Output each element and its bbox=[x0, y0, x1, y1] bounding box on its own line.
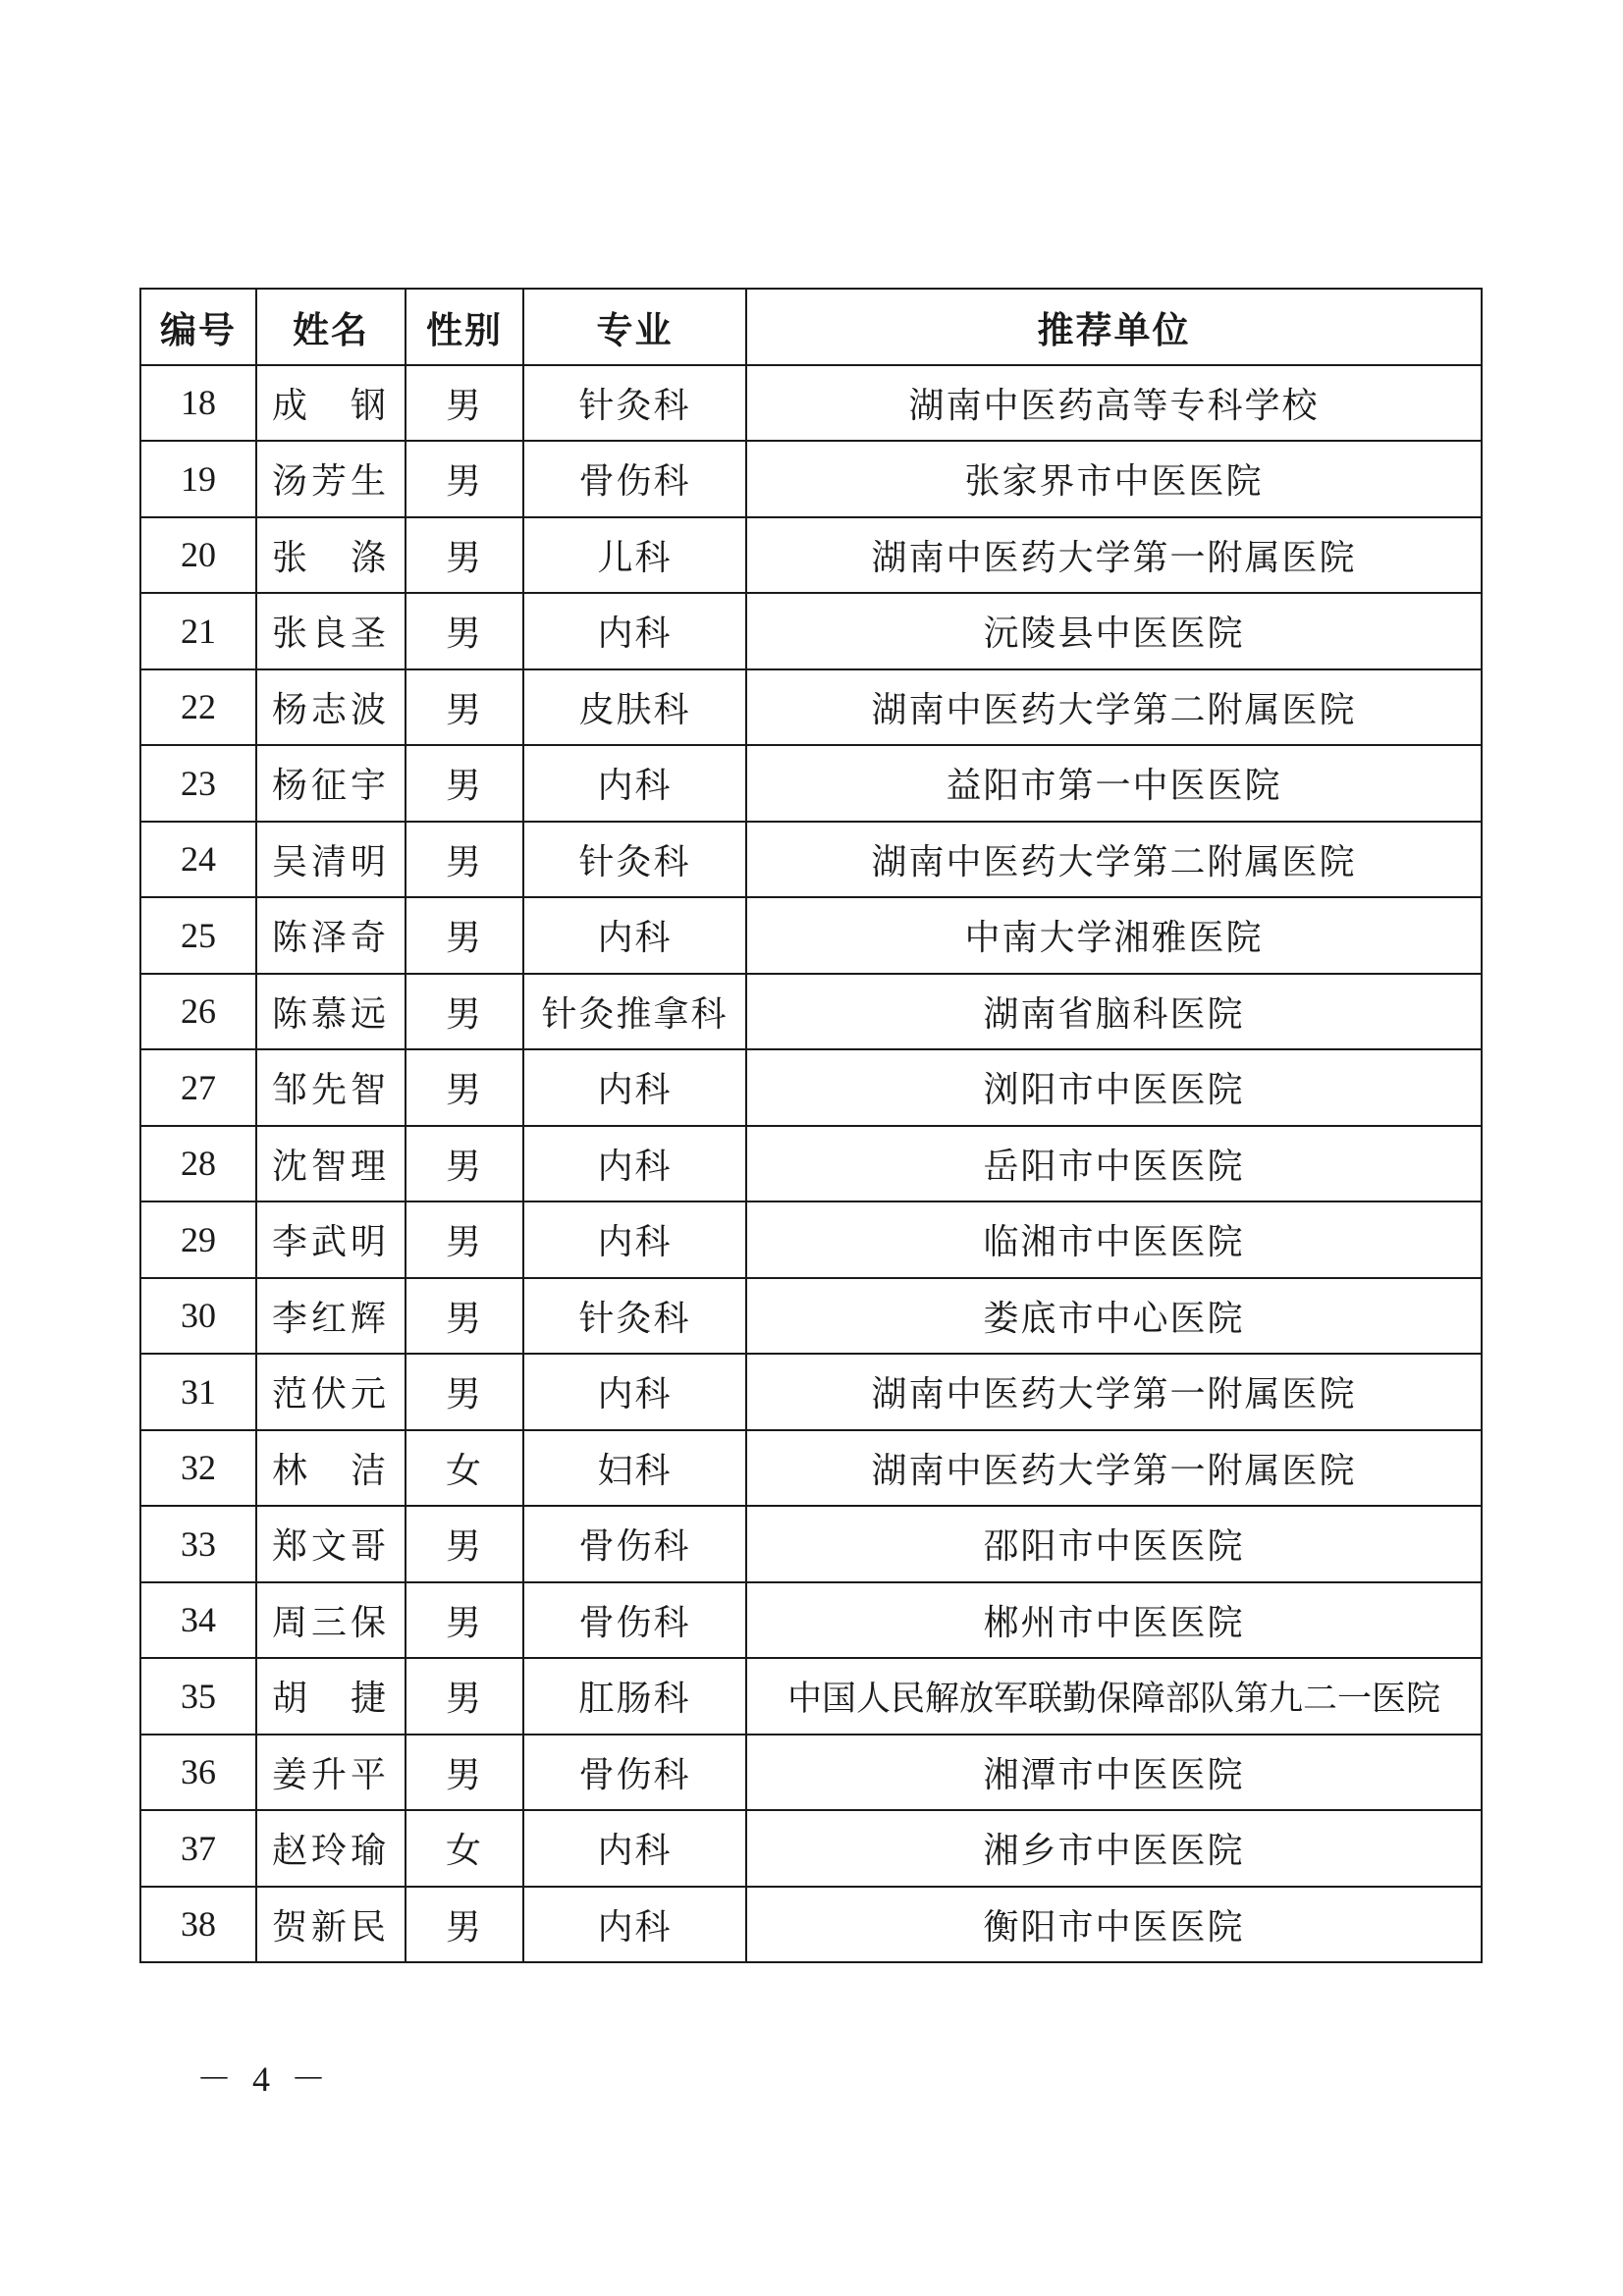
table-row bbox=[140, 1582, 1482, 1659]
cell-recommending-unit: 浏阳市中医医院 bbox=[746, 1049, 1482, 1126]
cell-name: 汤芳生 bbox=[256, 441, 406, 517]
cell-specialty: 骨伤科 bbox=[523, 1582, 746, 1659]
header-recommending-unit: 推荐单位 bbox=[746, 289, 1482, 365]
cell-gender: 男 bbox=[406, 1049, 523, 1126]
table-row bbox=[140, 1658, 1482, 1735]
cell-name: 胡 捷 bbox=[256, 1658, 406, 1735]
cell-number: 23 bbox=[140, 745, 256, 822]
cell-gender: 男 bbox=[406, 1658, 523, 1735]
cell-gender: 男 bbox=[406, 1278, 523, 1355]
cell-specialty: 肛肠科 bbox=[523, 1658, 746, 1735]
cell-recommending-unit: 湖南中医药大学第二附属医院 bbox=[746, 822, 1482, 898]
cell-name: 姜升平 bbox=[256, 1735, 406, 1811]
cell-recommending-unit: 沅陵县中医医院 bbox=[746, 593, 1482, 669]
cell-recommending-unit: 湖南中医药大学第一附属医院 bbox=[746, 517, 1482, 594]
cell-recommending-unit: 中国人民解放军联勤保障部队第九二一医院 bbox=[746, 1658, 1482, 1735]
cell-recommending-unit: 张家界市中医医院 bbox=[746, 441, 1482, 517]
cell-number: 36 bbox=[140, 1735, 256, 1811]
cell-name: 张 涤 bbox=[256, 517, 406, 594]
cell-name: 张良圣 bbox=[256, 593, 406, 669]
cell-recommending-unit: 岳阳市中医医院 bbox=[746, 1126, 1482, 1202]
cell-name: 沈智理 bbox=[256, 1126, 406, 1202]
cell-number: 34 bbox=[140, 1582, 256, 1659]
cell-number: 33 bbox=[140, 1506, 256, 1582]
cell-name: 陈慕远 bbox=[256, 974, 406, 1050]
cell-recommending-unit: 中南大学湘雅医院 bbox=[746, 897, 1482, 974]
cell-specialty: 内科 bbox=[523, 1810, 746, 1887]
cell-specialty: 内科 bbox=[523, 1354, 746, 1430]
cell-number: 32 bbox=[140, 1430, 256, 1507]
table-row bbox=[140, 1278, 1482, 1355]
cell-gender: 男 bbox=[406, 365, 523, 442]
cell-name: 杨征宇 bbox=[256, 745, 406, 822]
cell-name: 范伏元 bbox=[256, 1354, 406, 1430]
cell-name: 杨志波 bbox=[256, 669, 406, 746]
cell-number: 18 bbox=[140, 365, 256, 442]
cell-recommending-unit: 益阳市第一中医医院 bbox=[746, 745, 1482, 822]
cell-gender: 女 bbox=[406, 1430, 523, 1507]
cell-number: 31 bbox=[140, 1354, 256, 1430]
cell-recommending-unit: 湖南中医药大学第一附属医院 bbox=[746, 1430, 1482, 1507]
cell-specialty: 内科 bbox=[523, 897, 746, 974]
cell-number: 24 bbox=[140, 822, 256, 898]
cell-gender: 男 bbox=[406, 974, 523, 1050]
table-row bbox=[140, 517, 1482, 594]
cell-name: 郑文哥 bbox=[256, 1506, 406, 1582]
cell-recommending-unit: 湘潭市中医医院 bbox=[746, 1735, 1482, 1811]
cell-name: 成 钢 bbox=[256, 365, 406, 442]
cell-specialty: 内科 bbox=[523, 1126, 746, 1202]
cell-specialty: 内科 bbox=[523, 593, 746, 669]
cell-specialty: 皮肤科 bbox=[523, 669, 746, 746]
cell-name: 陈泽奇 bbox=[256, 897, 406, 974]
cell-gender: 男 bbox=[406, 822, 523, 898]
header-gender: 性别 bbox=[406, 289, 523, 365]
cell-number: 26 bbox=[140, 974, 256, 1050]
cell-gender: 女 bbox=[406, 1810, 523, 1887]
cell-specialty: 针灸科 bbox=[523, 365, 746, 442]
table-row bbox=[140, 1126, 1482, 1202]
cell-gender: 男 bbox=[406, 1887, 523, 1963]
cell-number: 38 bbox=[140, 1887, 256, 1963]
table-row bbox=[140, 669, 1482, 746]
cell-number: 19 bbox=[140, 441, 256, 517]
cell-recommending-unit: 郴州市中医医院 bbox=[746, 1582, 1482, 1659]
cell-number: 20 bbox=[140, 517, 256, 594]
cell-number: 21 bbox=[140, 593, 256, 669]
table-row bbox=[140, 974, 1482, 1050]
cell-number: 27 bbox=[140, 1049, 256, 1126]
recommendation-table bbox=[139, 288, 1483, 1963]
table-row bbox=[140, 1506, 1482, 1582]
cell-specialty: 骨伤科 bbox=[523, 1735, 746, 1811]
cell-gender: 男 bbox=[406, 897, 523, 974]
table-row bbox=[140, 593, 1482, 669]
table-row bbox=[140, 1735, 1482, 1811]
cell-recommending-unit: 邵阳市中医医院 bbox=[746, 1506, 1482, 1582]
cell-specialty: 针灸科 bbox=[523, 1278, 746, 1355]
cell-specialty: 内科 bbox=[523, 1201, 746, 1278]
cell-gender: 男 bbox=[406, 441, 523, 517]
cell-recommending-unit: 湖南中医药大学第一附属医院 bbox=[746, 1354, 1482, 1430]
cell-recommending-unit: 湖南省脑科医院 bbox=[746, 974, 1482, 1050]
table-row bbox=[140, 745, 1482, 822]
table-row bbox=[140, 1887, 1482, 1963]
cell-specialty: 内科 bbox=[523, 745, 746, 822]
header-name: 姓名 bbox=[256, 289, 406, 365]
cell-name: 周三保 bbox=[256, 1582, 406, 1659]
cell-number: 30 bbox=[140, 1278, 256, 1355]
cell-specialty: 儿科 bbox=[523, 517, 746, 594]
table-row bbox=[140, 1354, 1482, 1430]
cell-name: 李红辉 bbox=[256, 1278, 406, 1355]
cell-recommending-unit: 湖南中医药大学第二附属医院 bbox=[746, 669, 1482, 746]
cell-name: 贺新民 bbox=[256, 1887, 406, 1963]
table-row bbox=[140, 1430, 1482, 1507]
cell-name: 李武明 bbox=[256, 1201, 406, 1278]
cell-specialty: 妇科 bbox=[523, 1430, 746, 1507]
cell-specialty: 骨伤科 bbox=[523, 1506, 746, 1582]
cell-number: 29 bbox=[140, 1201, 256, 1278]
cell-gender: 男 bbox=[406, 1354, 523, 1430]
cell-specialty: 骨伤科 bbox=[523, 441, 746, 517]
cell-gender: 男 bbox=[406, 1126, 523, 1202]
cell-specialty: 针灸推拿科 bbox=[523, 974, 746, 1050]
table-body bbox=[140, 365, 1482, 1963]
cell-gender: 男 bbox=[406, 517, 523, 594]
cell-name: 赵玲瑜 bbox=[256, 1810, 406, 1887]
cell-number: 28 bbox=[140, 1126, 256, 1202]
cell-gender: 男 bbox=[406, 1201, 523, 1278]
table-row bbox=[140, 365, 1482, 442]
cell-recommending-unit: 临湘市中医医院 bbox=[746, 1201, 1482, 1278]
cell-gender: 男 bbox=[406, 1582, 523, 1659]
cell-specialty: 内科 bbox=[523, 1049, 746, 1126]
cell-specialty: 针灸科 bbox=[523, 822, 746, 898]
page-number: － 4 － bbox=[196, 2059, 333, 2099]
cell-gender: 男 bbox=[406, 593, 523, 669]
cell-number: 37 bbox=[140, 1810, 256, 1887]
cell-number: 22 bbox=[140, 669, 256, 746]
cell-recommending-unit: 湖南中医药高等专科学校 bbox=[746, 365, 1482, 442]
cell-specialty: 内科 bbox=[523, 1887, 746, 1963]
cell-number: 25 bbox=[140, 897, 256, 974]
cell-name: 吴清明 bbox=[256, 822, 406, 898]
table-row bbox=[140, 897, 1482, 974]
cell-gender: 男 bbox=[406, 1735, 523, 1811]
cell-recommending-unit: 湘乡市中医医院 bbox=[746, 1810, 1482, 1887]
cell-recommending-unit: 衡阳市中医医院 bbox=[746, 1887, 1482, 1963]
cell-gender: 男 bbox=[406, 1506, 523, 1582]
cell-recommending-unit: 娄底市中心医院 bbox=[746, 1278, 1482, 1355]
cell-name: 邹先智 bbox=[256, 1049, 406, 1126]
table-header-row bbox=[140, 289, 1482, 365]
header-number: 编号 bbox=[140, 289, 256, 365]
table-row bbox=[140, 1810, 1482, 1887]
table-row bbox=[140, 1201, 1482, 1278]
header-specialty: 专业 bbox=[523, 289, 746, 365]
cell-number: 35 bbox=[140, 1658, 256, 1735]
table-row bbox=[140, 441, 1482, 517]
cell-gender: 男 bbox=[406, 745, 523, 822]
table-row bbox=[140, 822, 1482, 898]
cell-gender: 男 bbox=[406, 669, 523, 746]
cell-name: 林 洁 bbox=[256, 1430, 406, 1507]
table-row bbox=[140, 1049, 1482, 1126]
